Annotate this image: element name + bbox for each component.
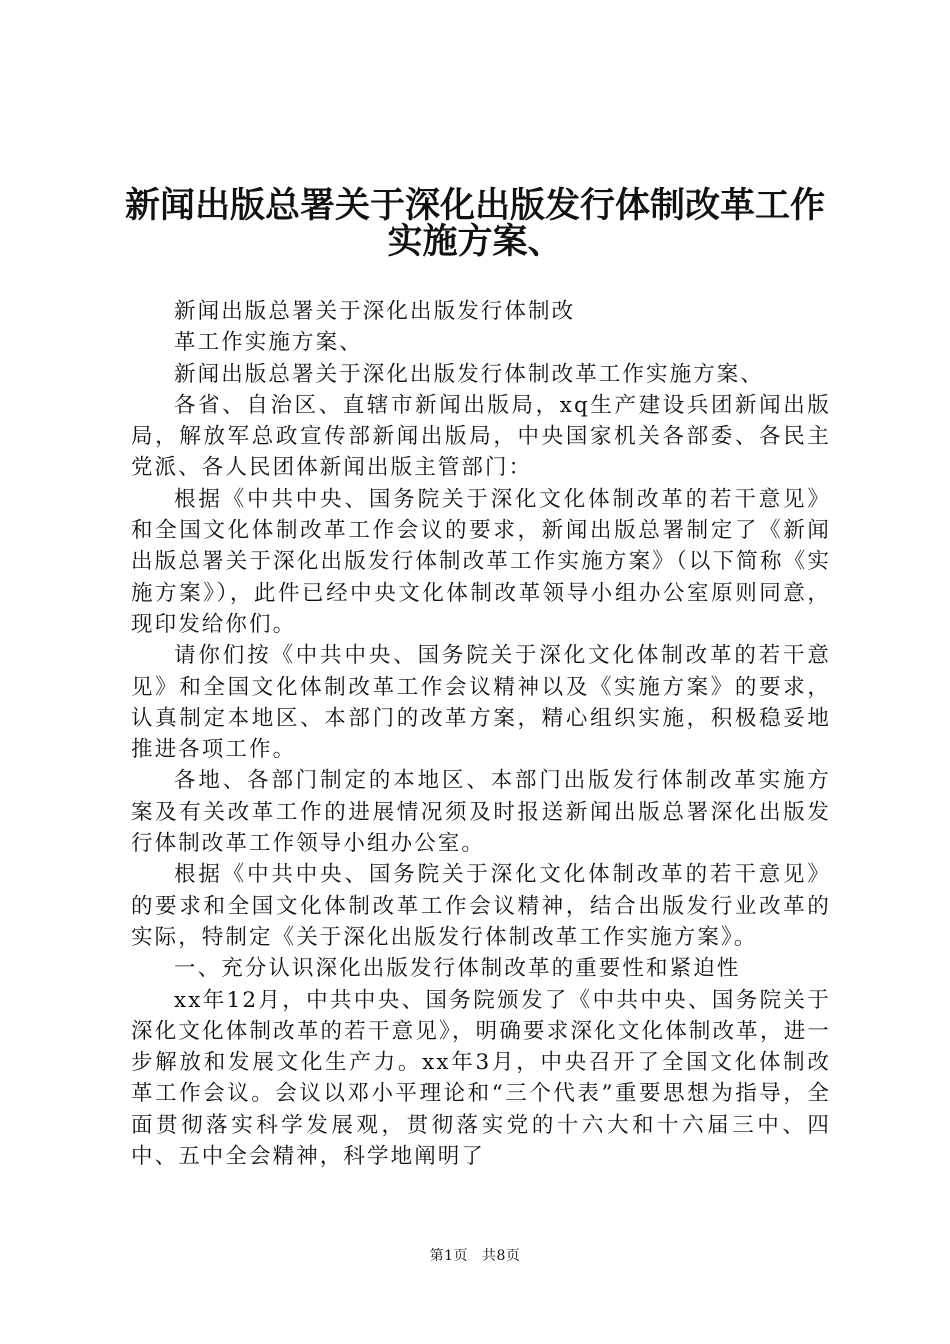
paragraph: 各地、各部门制定的本地区、本部门出版发行体制改革实施方案及有关改革工作的进展情况须及时报送新闻出版总署深化出版发行体制改革工作领导小组办公室。 [131, 768, 831, 857]
paragraph: 根据《中共中央、国务院关于深化文化体制改革的若干意见》的要求和全国文化体制改革工作会议精神，结合出版发行业改革的实际，特制定《关于深化出版发行体制改革工作实施方案》。 [131, 862, 831, 950]
page-total: 共8页 [482, 1248, 521, 1264]
page-number: 第1页 [429, 1248, 468, 1264]
document-title-line-1: 新闻出版总署关于深化出版发行体制改革工作 [124, 186, 825, 226]
section-heading: 一、充分认识深化出版发行体制改革的重要性和紧迫性 [174, 956, 741, 982]
document-body [131, 296, 831, 1172]
paragraph: 新闻出版总署关于深化出版发行体制改 [174, 299, 576, 324]
document-title-line-2: 实施方案、 [387, 222, 563, 262]
paragraph: xx年12月，中共中央、国务院颁发了《中共中央、国务院关于深化文化体制改革的若干意见》，明确要求深化文化体制改革，进一步解放和发展文化生产力。xx年3月，中央召开了全国文化体制改革工作会议。会议以邓小平理论和“三个代表”重要思想为指导，全面贯彻落实科学发展观，贯彻落实党的十六大和十六届三中、四中、五中全会精神，科学地阐明了 [131, 987, 831, 1170]
paragraph: 各省、自治区、直辖市新闻出版局，xq生产建设兵团新闻出版局，解放军总政宣传部新闻出版局，中央国家机关各部委、各民主党派、各人民团体新闻出版主管部门： [131, 392, 831, 481]
page-footer [0, 1245, 950, 1265]
paragraph: 根据《中共中央、国务院关于深化文化体制改革的若干意见》和全国文化体制改革工作会议的要求，新闻出版总署制定了《新闻出版总署关于深化出版发行体制改革工作实施方案》（以下简称《实施方案》），此件已经中央文化体制改革领导小组办公室原则同意，现印发给你们。 [131, 486, 831, 637]
paragraph: 新闻出版总署关于深化出版发行体制改革工作实施方案、 [174, 361, 765, 387]
paragraph: 革工作实施方案、 [174, 330, 363, 356]
paragraph: 请你们按《中共中央、国务院关于深化文化体制改革的若干意见》和全国文化体制改革工作会议精神以及《实施方案》的要求，认真制定本地区、本部门的改革方案，精心组织实施，积极稳妥地推进各项工作。 [131, 643, 831, 763]
